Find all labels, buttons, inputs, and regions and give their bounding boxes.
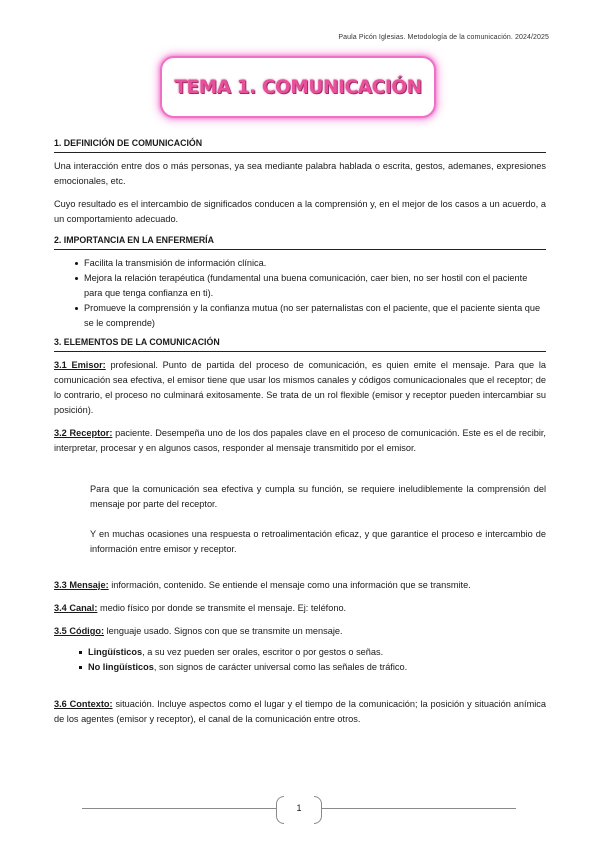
subheading-receptor: 3.2 Receptor: xyxy=(54,428,113,438)
paragraph-codigo xyxy=(54,624,546,639)
section-heading-elementos: 3. ELEMENTOS DE LA COMUNICACIÓN xyxy=(54,335,546,352)
list-item: Mejora la relación terapéutica (fundamental una buena comunicación, caer bien, no ser hostil con el paciente para que tenga confianza en ti). xyxy=(54,271,546,301)
paragraph-text: paciente. Desempeña uno de los dos papales clave en el proceso de comunicación. Este es el de recibir, interpretar, procesar y en algunos casos, responder al mensaje transmitido por el emisor. xyxy=(54,428,546,453)
list-item: Facilita la transmisión de información clínica. xyxy=(54,256,546,271)
paragraph-emisor xyxy=(54,358,546,418)
list-item: Promueve la comprensión y la confianza mutua (no ser paternalistas con el paciente, que el paciente sienta que se le comprende) xyxy=(54,301,546,331)
document-body xyxy=(54,136,546,727)
section-heading-importancia: 2. IMPORTANCIA EN LA ENFERMERÍA xyxy=(54,233,546,250)
paragraph-receptor xyxy=(54,426,546,456)
bullet-list-codigo xyxy=(54,645,546,675)
paragraph-text: información, contenido. Se entiende el mensaje como una información que se transmite. xyxy=(108,580,471,590)
footer-rule xyxy=(322,808,516,809)
paragraph: Cuyo resultado es el intercambio de significados conducen a la comprensión y, en el mejor de los casos a un acuerdo, a un comportamiento adecuado. xyxy=(54,199,546,224)
footer-bracket xyxy=(314,796,322,824)
page-number: 1 xyxy=(296,803,302,813)
bullet-list xyxy=(54,256,546,331)
paragraph-text: medio físico por donde se transmite el mensaje. Ej: teléfono. xyxy=(97,603,347,613)
list-item xyxy=(54,660,546,675)
paragraph-text: situación. Incluye aspectos como el lugar y el tiempo de la comunicación; la posición y situación anímica de los agentes (emisor y receptor), el canal de la comunicación entre otros. xyxy=(54,699,546,724)
footer-rule xyxy=(82,808,276,809)
paragraph-text: profesional. Punto de partida del proceso de comunicación, es quien emite el mensaje. Para que la comunicación sea efectiva, el emisor tiene que usar los mismos canales y códigos comunicacionales que el receptor; de lo contrario, el proceso no culminará exitosamente. Se trata de un rol flexible (emisor y receptor pueden intercambiar su posición). xyxy=(54,360,547,415)
paragraph-mensaje xyxy=(54,578,546,593)
term: Lingüísticos xyxy=(88,647,143,657)
term-desc: , son signos de carácter universal como las señales de tráfico. xyxy=(153,662,408,672)
indented-note: Para que la comunicación sea efectiva y cumpla su función, se requiere ineludiblemente la comprensión del mensaje por parte del receptor. xyxy=(90,484,546,509)
paragraph-contexto xyxy=(54,697,546,727)
list-item xyxy=(54,645,546,660)
page-title: TEMA 1. COMUNICACIÓN xyxy=(174,76,422,98)
paragraph-canal xyxy=(54,601,546,616)
term-desc: , a su vez pueden ser orales, escritor o por gestos o señas. xyxy=(142,647,384,657)
indented-note: Y en muchas ocasiones una respuesta o retroalimentación eficaz, y que garantice el proceso e intercambio de información entre emisor y receptor. xyxy=(90,529,546,554)
paragraph-text: lenguaje usado. Signos con que se transmite un mensaje. xyxy=(104,626,343,636)
page-header: Paula Picón Iglesias. Metodología de la comunicación. 2024/2025 xyxy=(338,34,549,41)
subheading-canal: 3.4 Canal: xyxy=(54,603,98,613)
subheading-mensaje: 3.3 Mensaje: xyxy=(54,580,109,590)
section-heading-definicion: 1. DEFINICIÓN DE COMUNICACIÓN xyxy=(54,136,546,153)
subheading-emisor: 3.1 Emisor: xyxy=(54,360,106,370)
paragraph: Una interacción entre dos o más personas, ya sea mediante palabra hablada o escrita, gestos, ademanes, expresiones emocionales, etc. xyxy=(54,161,546,186)
subheading-contexto: 3.6 Contexto: xyxy=(54,699,113,709)
title-box xyxy=(160,56,436,118)
subheading-codigo: 3.5 Código: xyxy=(54,626,105,636)
term: No lingüísticos xyxy=(88,662,154,672)
